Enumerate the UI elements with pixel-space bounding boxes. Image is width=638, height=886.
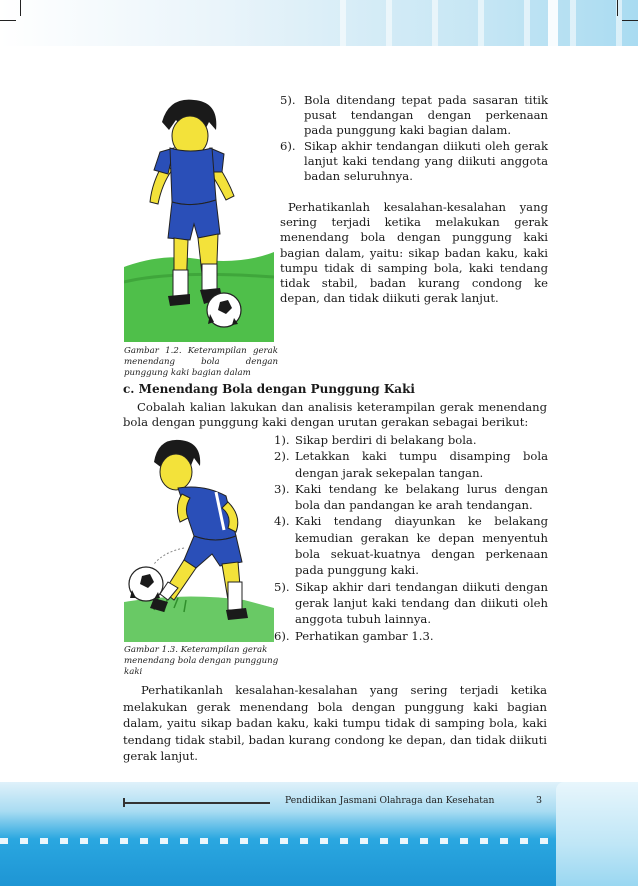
list-number: 4). — [274, 514, 290, 529]
list-item — [274, 513, 548, 578]
list-text: Sikap akhir tendangan diikuti oleh gerak lanjut kaki tendang yang diikuti anggota badan seluruhnya. — [304, 138, 548, 184]
upper-list — [280, 93, 548, 184]
player-shoe — [168, 294, 190, 306]
list-item — [274, 432, 548, 448]
lower-list — [274, 432, 548, 644]
figure-1-3-illustration — [124, 432, 274, 642]
crop-mark — [20, 0, 21, 16]
header-stripes — [300, 0, 638, 46]
list-text: Bola ditendang tepat pada sasaran titik pusat tendangan dengan perkenaan pada punggung kaki bagian dalam. — [304, 93, 548, 138]
footer-side-panel — [556, 782, 638, 886]
list-text: Sikap berdiri di belakang bola. — [295, 433, 477, 447]
player-head — [160, 454, 192, 490]
header-divider — [548, 0, 558, 46]
figure-1-2-caption: Gambar 1.2. Keterampilan gerak menendang bola dengan punggung kaki bagian dalam — [124, 346, 278, 378]
crop-mark — [0, 20, 16, 21]
list-number: 6). — [280, 138, 296, 153]
grass — [124, 596, 274, 642]
list-item — [274, 579, 548, 628]
figure-1-2-illustration — [124, 92, 274, 342]
footer-book-title: Pendidikan Jasmani Olahraga dan Kesehatan — [285, 795, 495, 806]
footer-rule — [124, 802, 270, 804]
upper-paragraph: Perhatikanlah kesalahan-kesalahan yang sering terjadi ketika melakukan gerak menendang bola dengan punggung kaki bagian dalam, yaitu: sikap badan kaku, kaki tumpu tidak di samping bola, kaki tendang tidak stabil, badan kurang condong ke depan, dan tidak diikuti gerak lanjut. — [280, 200, 548, 306]
list-text: Sikap akhir dari tendangan diikuti dengan gerak lanjut kaki tendang dan diikuti oleh anggota tubuh lainnya. — [295, 579, 548, 627]
list-number: 1). — [274, 433, 290, 447]
list-item — [274, 628, 548, 644]
list-item — [274, 481, 548, 514]
closing-paragraph: Perhatikanlah kesalahan-kesalahan yang sering terjadi ketika melakukan gerak menendang bola dengan punggung kaki bagian dalam, yaitu sikap badan kaku, kaki tumpu tidak di samping bola, kaki tendang tidak stabil, badan kurang condong ke depan, dan tidak diikuti gerak lanjut. — [123, 683, 547, 764]
player-shoe — [226, 608, 248, 620]
grass — [124, 252, 274, 342]
list-item — [280, 139, 548, 185]
list-number: 6). — [274, 628, 290, 643]
list-text: Kaki tendang diayunkan ke belakang kemudian gerakan ke depan menyentuh bola sekuat-kuatnya dengan perkenaan pada punggung kaki. — [295, 514, 548, 578]
list-number: 5). — [274, 579, 290, 594]
list-text: Kaki tendang ke belakang lurus dengan bola dan pandangan ke arah tendangan. — [295, 481, 548, 513]
section-intro: Cobalah kalian lakukan dan analisis keterampilan gerak menendang bola dengan punggung kaki dengan urutan gerakan sebagai berikut: — [123, 400, 547, 430]
list-number: 3). — [274, 481, 290, 496]
list-number: 2). — [274, 449, 290, 464]
list-text: Letakkan kaki tumpu disamping bola dengan jarak sekepalan tangan. — [295, 449, 548, 480]
player-shirt — [170, 148, 216, 205]
crop-mark — [617, 0, 618, 16]
list-item — [274, 448, 548, 481]
list-item — [280, 93, 548, 139]
section-heading: c. Menendang Bola dengan Punggung Kaki — [123, 382, 415, 396]
footer-dashes — [0, 838, 638, 844]
list-number: 5). — [280, 93, 296, 107]
page-number: 3 — [536, 795, 543, 806]
list-text: Perhatikan gambar 1.3. — [295, 628, 434, 643]
figure-1-3-caption: Gambar 1.3. Keterampilan gerak menendang bola dengan punggung kaki — [124, 645, 279, 677]
player-shorts — [168, 200, 220, 240]
crop-mark — [622, 20, 638, 21]
